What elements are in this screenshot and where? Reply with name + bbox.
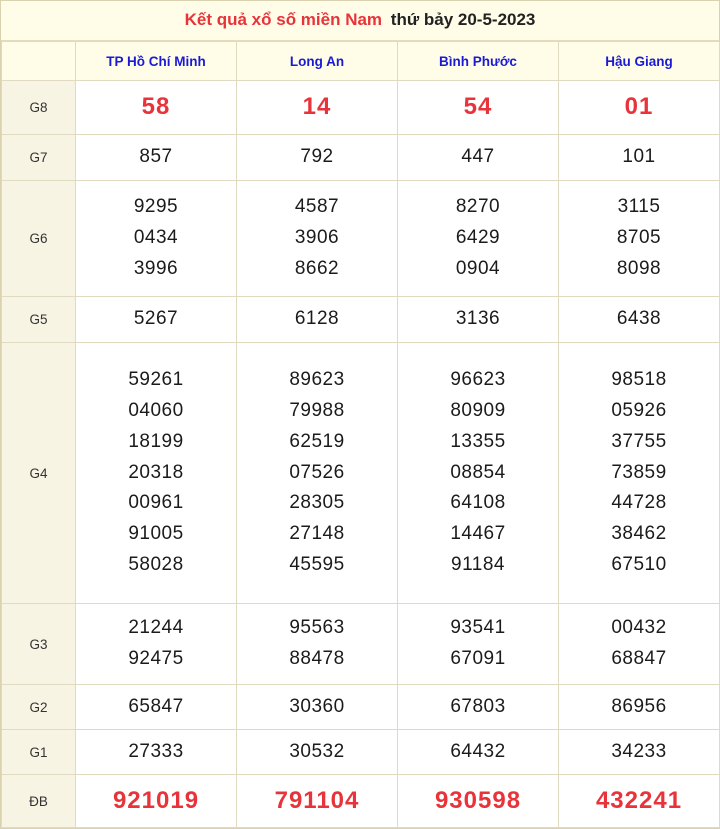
prize-number: 01: [624, 93, 654, 121]
prize-number: 37755: [611, 430, 667, 452]
table-row: [2, 343, 720, 604]
table-row: [2, 81, 720, 135]
prize-cell: [559, 181, 720, 297]
table-row: [2, 730, 720, 775]
prize-number: 67803: [450, 695, 506, 717]
prize-cell: [76, 297, 237, 343]
prize-cell: [559, 81, 720, 135]
prize-cell: [559, 775, 720, 828]
prize-number: 0904: [455, 257, 501, 279]
row-label-g4: G4: [2, 343, 76, 604]
prize-cell: [559, 730, 720, 775]
row-label-g3: G3: [2, 604, 76, 685]
prize-cell: [76, 135, 237, 181]
prize-number: 8098: [616, 257, 662, 279]
prize-cell: [398, 730, 559, 775]
prize-number: 3996: [133, 257, 179, 279]
prize-number: 05926: [611, 400, 667, 422]
prize-number: 4587: [294, 196, 340, 218]
prize-number: 432241: [595, 786, 683, 814]
header-corner: [2, 42, 76, 81]
column-header-province-2[interactable]: Bình Phước: [398, 42, 559, 81]
page-title-main: Kết quả xổ số miền Nam: [184, 10, 383, 29]
prize-number: 59261: [128, 369, 184, 391]
prize-number: 07526: [289, 461, 345, 483]
prize-number: 3115: [617, 196, 661, 218]
prize-cell: [237, 730, 398, 775]
prize-number: 21244: [128, 617, 184, 639]
prize-cell: [398, 343, 559, 604]
results-table: [1, 41, 720, 828]
prize-cell: [559, 343, 720, 604]
prize-number: 38462: [611, 523, 667, 545]
table-row: [2, 181, 720, 297]
prize-number: 86956: [611, 695, 667, 717]
prize-number: 88478: [289, 648, 345, 669]
prize-number: 68847: [611, 648, 667, 669]
table-row: [2, 297, 720, 343]
prize-number: 27333: [128, 740, 184, 762]
row-label-g7: G7: [2, 135, 76, 181]
prize-cell: [76, 343, 237, 604]
prize-cell: [237, 81, 398, 135]
prize-cell: [237, 343, 398, 604]
prize-cell: [76, 604, 237, 685]
prize-number: 6438: [616, 308, 662, 330]
prize-number: 30532: [289, 740, 345, 762]
prize-number: 930598: [434, 786, 522, 814]
row-label-g8: G8: [2, 81, 76, 135]
prize-cell: [559, 604, 720, 685]
table-row: [2, 604, 720, 685]
column-header-province-1[interactable]: Long An: [237, 42, 398, 81]
prize-number: 14: [302, 93, 332, 121]
prize-number: 921019: [112, 786, 200, 814]
prize-cell: [237, 775, 398, 828]
prize-cell: [398, 135, 559, 181]
prize-number: 20318: [128, 461, 184, 483]
prize-number: 89623: [289, 369, 345, 391]
prize-number: 92475: [128, 648, 184, 669]
prize-cell: [237, 685, 398, 730]
page-title-date: thứ bảy 20-5-2023: [390, 10, 536, 29]
row-label-g6: G6: [2, 181, 76, 297]
prize-cell: [398, 81, 559, 135]
prize-number: 44728: [611, 492, 667, 514]
prize-number: 91005: [128, 523, 184, 545]
prize-cell: [559, 685, 720, 730]
prize-number: 6128: [294, 308, 340, 330]
prize-number: 8662: [294, 257, 340, 279]
prize-cell: [398, 685, 559, 730]
row-label-g1: G1: [2, 730, 76, 775]
prize-cell: [559, 135, 720, 181]
prize-cell: [237, 181, 398, 297]
prize-number: 14467: [450, 523, 506, 545]
row-label-g2: G2: [2, 685, 76, 730]
prize-number: 91184: [451, 553, 505, 575]
prize-number: 447: [461, 146, 495, 168]
prize-number: 27148: [289, 523, 345, 545]
prize-number: 62519: [289, 430, 345, 452]
prize-cell: [237, 297, 398, 343]
prize-number: 08854: [450, 461, 506, 483]
table-row: [2, 135, 720, 181]
prize-cell: [398, 604, 559, 685]
prize-number: 93541: [450, 617, 506, 639]
prize-cell: [398, 181, 559, 297]
prize-number: 00432: [611, 617, 667, 639]
column-header-province-3[interactable]: Hậu Giang: [559, 42, 720, 81]
prize-cell: [398, 297, 559, 343]
prize-number: 0434: [133, 227, 179, 249]
prize-number: 18199: [128, 430, 184, 452]
prize-number: 3906: [294, 227, 340, 249]
prize-number: 67091: [450, 648, 506, 669]
prize-number: 58: [141, 93, 171, 121]
page-title: [1, 1, 719, 41]
prize-cell: [237, 604, 398, 685]
prize-cell: [76, 685, 237, 730]
prize-number: 58028: [128, 553, 184, 575]
prize-number: 64108: [450, 492, 506, 514]
prize-number: 65847: [128, 695, 184, 717]
prize-number: 5267: [133, 308, 179, 330]
prize-number: 791104: [274, 786, 360, 814]
row-label-g5: G5: [2, 297, 76, 343]
prize-number: 857: [139, 146, 173, 168]
prize-number: 79988: [289, 400, 345, 422]
prize-number: 04060: [128, 400, 184, 422]
prize-cell: [398, 775, 559, 828]
prize-number: 28305: [289, 492, 345, 514]
prize-cell: [559, 297, 720, 343]
prize-number: 67510: [611, 553, 667, 575]
prize-number: 73859: [611, 461, 667, 483]
prize-cell: [237, 135, 398, 181]
prize-number: 101: [622, 146, 656, 168]
prize-cell: [76, 181, 237, 297]
column-header-province-0[interactable]: TP Hồ Chí Minh: [76, 42, 237, 81]
prize-number: 8705: [616, 227, 662, 249]
table-row: [2, 685, 720, 730]
prize-number: 34233: [611, 740, 667, 762]
prize-cell: [76, 81, 237, 135]
prize-number: 80909: [450, 400, 506, 422]
prize-cell: [76, 775, 237, 828]
prize-number: 64432: [450, 740, 506, 762]
prize-number: 96623: [450, 369, 506, 391]
prize-cell: [76, 730, 237, 775]
prize-number: 45595: [289, 553, 345, 575]
prize-number: 98518: [611, 369, 667, 391]
prize-number: 30360: [289, 695, 345, 717]
prize-number: 13355: [450, 430, 506, 452]
prize-number: 54: [463, 93, 493, 121]
prize-number: 792: [300, 146, 334, 168]
prize-number: 00961: [128, 492, 184, 514]
table-header-row: [2, 42, 720, 81]
row-label-db: ĐB: [2, 775, 76, 828]
prize-number: 8270: [455, 196, 501, 218]
prize-number: 95563: [289, 617, 345, 639]
prize-number: 9295: [133, 196, 179, 218]
table-row: [2, 775, 720, 828]
prize-number: 3136: [455, 308, 501, 330]
prize-number: 6429: [455, 227, 501, 249]
